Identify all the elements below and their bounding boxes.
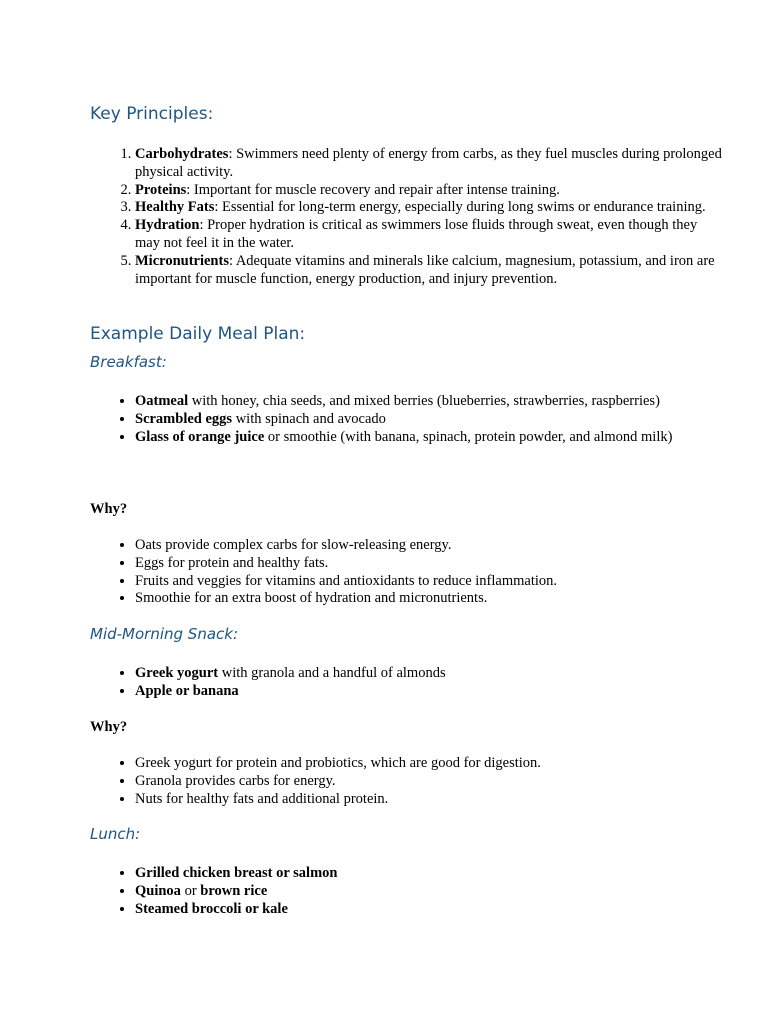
- breakfast-why-list: [90, 537, 725, 608]
- list-item: • Smoothie for an extra boost of hydration and micronutrients.: [135, 590, 725, 608]
- term: Proteins: [135, 181, 187, 198]
- description: : Proper hydration is critical as swimmers lose fluids through sweat, even though they may not feel it in the water.: [135, 217, 698, 251]
- breakfast-why-label: Why?: [90, 501, 128, 517]
- snack-heading: Mid-Morning Snack:: [90, 625, 239, 643]
- food-name: Greek yogurt: [135, 665, 219, 681]
- list-item: [135, 199, 725, 217]
- breakfast-heading: Breakfast:: [90, 353, 167, 371]
- food-name-alt: brown rice: [200, 882, 268, 899]
- list-item: [135, 253, 725, 289]
- list-item: • Nuts for healthy fats and additional protein.: [135, 791, 725, 809]
- list-item: [135, 665, 725, 683]
- list-item: [135, 146, 725, 182]
- food-name: Glass of orange juice: [135, 428, 265, 445]
- food-detail: with granola and a handful of almonds: [218, 665, 446, 681]
- list-item: [135, 217, 725, 253]
- list-item: [135, 182, 725, 200]
- food-name: Oatmeal: [135, 393, 189, 409]
- term: Micronutrients: [135, 252, 229, 269]
- food-name: Scrambled eggs: [135, 410, 233, 427]
- food-name: Apple or banana: [135, 682, 239, 699]
- lunch-heading: Lunch:: [90, 825, 141, 843]
- description: : Important for muscle recovery and repair after intense training.: [186, 181, 560, 198]
- meal-plan-heading: Example Daily Meal Plan:: [90, 324, 306, 344]
- food-detail: with honey, chia seeds, and mixed berries (blueberries, strawberries, raspberries): [188, 393, 660, 409]
- food-connector: or: [180, 882, 201, 899]
- list-item: [135, 393, 725, 411]
- list-item: • Oats provide complex carbs for slow-releasing energy.: [135, 537, 725, 555]
- list-item: • Fruits and veggies for vitamins and antioxidants to reduce inflammation.: [135, 573, 725, 591]
- term: Hydration: [135, 217, 200, 234]
- snack-list: [90, 665, 725, 701]
- list-item: [135, 883, 725, 901]
- list-item: • Greek yogurt for protein and probiotics, which are good for digestion.: [135, 755, 725, 773]
- list-item: • Eggs for protein and healthy fats.: [135, 555, 725, 573]
- description: : Adequate vitamins and minerals like calcium, magnesium, potassium, and iron are important for muscle function, energy production, and injury prevention.: [135, 252, 715, 287]
- list-item: [135, 411, 725, 429]
- description: : Swimmers need plenty of energy from carbs, as they fuel muscles during prolonged physical activity.: [135, 146, 722, 180]
- food-name: Quinoa: [135, 882, 181, 899]
- breakfast-list: [90, 393, 725, 446]
- snack-why-list: [90, 755, 725, 808]
- list-item: [135, 429, 725, 447]
- term: Carbohydrates: [135, 146, 229, 162]
- food-name: Steamed broccoli or kale: [135, 900, 288, 917]
- lunch-list: [90, 865, 725, 918]
- description: : Essential for long-term energy, especially during long swims or endurance training.: [214, 199, 706, 216]
- list-item: [135, 901, 725, 919]
- food-detail: with spinach and avocado: [232, 410, 386, 427]
- snack-why-label: Why?: [90, 719, 128, 735]
- food-name: Grilled chicken breast or salmon: [135, 865, 338, 881]
- list-item: [135, 683, 725, 701]
- list-item: [135, 865, 725, 883]
- key-principles-list: [90, 146, 725, 288]
- list-item: • Granola provides carbs for energy.: [135, 773, 725, 791]
- key-principles-heading: Key Principles:: [90, 104, 214, 124]
- food-detail: or smoothie (with banana, spinach, protein powder, and almond milk): [264, 428, 673, 445]
- term: Healthy Fats: [135, 199, 215, 216]
